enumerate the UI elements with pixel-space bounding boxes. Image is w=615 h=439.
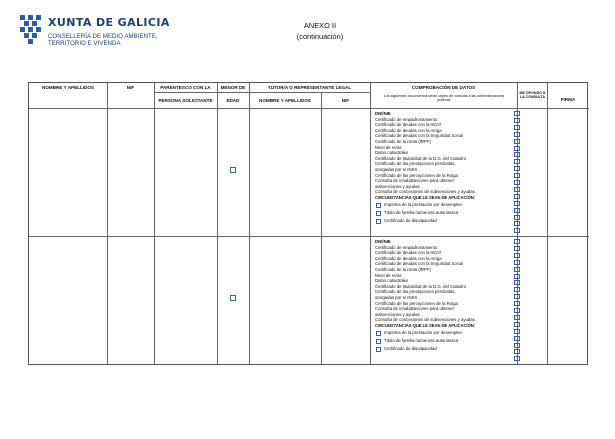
document-item: Certificado de deudas con la Seguridad Social [375, 261, 464, 267]
relation-cell[interactable] [156, 239, 215, 362]
oppose-checkbox[interactable] [514, 139, 520, 144]
nif-cell[interactable] [109, 111, 152, 234]
oppose-checkbox[interactable] [514, 152, 520, 157]
name-cell[interactable] [31, 111, 105, 234]
circumstance-item: Importes de la prestación por desempleo [384, 330, 462, 336]
signature-cell[interactable] [549, 111, 585, 234]
document-item: Certificado de deudas con la Atriga [375, 255, 442, 261]
document-item: Certificado de deudas con la Seguridad Social [375, 133, 464, 139]
document-item: Certificado de las percepciones de la Ringa [375, 172, 458, 178]
col-header-relation: PARENTESCO CON LA [160, 85, 211, 90]
oppose-checkbox[interactable] [514, 308, 520, 313]
tutor-name-cell[interactable] [251, 111, 319, 234]
annex-title: ANEXO II [303, 21, 337, 30]
document-item: Certificado de deudas con la AEAT [375, 122, 442, 128]
circumstance-checkbox[interactable] [376, 211, 381, 216]
col-header-signature: FIRMA [560, 97, 576, 102]
col-header-nif: NIF [126, 85, 135, 90]
oppose-checkbox[interactable] [514, 287, 520, 292]
document-item: subvenciones y ayudas [375, 183, 420, 189]
oppose-checkbox[interactable] [514, 294, 520, 299]
col-header-check-note: Los siguientes documentos serán objeto de consulta a las administraciones públicas [383, 94, 505, 103]
circumstance-item: Certificado de discapacidad [384, 218, 437, 224]
document-item: Consulta de concesiones de subvenciones y ayudas [375, 317, 475, 323]
circumstance-checkbox[interactable] [376, 339, 381, 344]
col-header-name: NOMBRE Y APELLIDOS [42, 85, 94, 90]
document-item: Consulta de concesiones de subvenciones y ayudas [375, 189, 475, 195]
tutor-name-cell[interactable] [251, 239, 319, 362]
document-item: Datos catastrales [375, 278, 409, 284]
document-item: Datos catastrales [375, 150, 409, 156]
document-item: otorgadas por el INSS [375, 167, 418, 172]
document-item: Certificado de titularidad de la D.G. del Catastro [375, 283, 467, 289]
document-item: Nivel de renta [375, 272, 402, 278]
document-item: Certificado de la renta (IRPF) [375, 139, 431, 144]
circumstance-checkbox[interactable] [376, 347, 381, 352]
oppose-checkbox[interactable] [514, 343, 520, 348]
oppose-checkbox[interactable] [514, 329, 520, 334]
oppose-checkbox[interactable] [514, 336, 520, 341]
oppose-checkbox[interactable] [514, 246, 520, 251]
department-name [48, 34, 158, 48]
col-header-minor-sub: EDAD [226, 98, 240, 103]
xunta-logo-icon [19, 14, 43, 46]
annex-heading [250, 20, 390, 42]
col-header-tutor-name: NOMBRE Y APELLIDOS [259, 98, 311, 103]
oppose-checkbox[interactable] [514, 146, 520, 151]
oppose-checkbox[interactable] [514, 166, 520, 171]
circumstances-heading: CIRCUNSTANCIAS QUE LE SEAN DE APLICACIÓN: [375, 195, 476, 200]
oppose-checkbox[interactable] [514, 349, 520, 354]
minor-checkbox[interactable] [230, 295, 236, 301]
nif-cell[interactable] [109, 239, 152, 362]
document-item: Certificado de las percepciones de la Ringa [375, 300, 458, 306]
oppose-checkbox[interactable] [514, 194, 520, 199]
document-item: Consulta de inhabilitaciones para obtener [375, 306, 455, 312]
oppose-checkbox[interactable] [514, 201, 520, 206]
oppose-checkbox[interactable] [514, 111, 520, 116]
document-item: DNI/NIE [375, 239, 391, 244]
oppose-checkbox[interactable] [514, 187, 520, 192]
document-item: Certificado de empadronamiento [375, 116, 438, 122]
col-header-minor: MENOR DE [220, 85, 246, 90]
tutor-nif-cell[interactable] [323, 111, 368, 234]
department-line: TERRITORIO E VIVENDA [48, 41, 121, 47]
col-header-oppose: ME OPONGO A LA CONSULTA [519, 91, 546, 100]
document-item: subvenciones y ayudas [375, 311, 420, 317]
col-header-relation-sub: PERSONA SOLICITANTE [158, 98, 213, 103]
oppose-checkbox[interactable] [514, 159, 520, 164]
document-item: Certificado de empadronamiento [375, 244, 438, 250]
circumstance-item: Importes de la prestación por desempleo [384, 202, 462, 208]
oppose-checkbox[interactable] [514, 301, 520, 306]
minor-checkbox[interactable] [230, 167, 236, 173]
signature-cell[interactable] [549, 239, 585, 362]
oppose-checkbox[interactable] [514, 228, 520, 233]
document-item: Certificado de la renta (IRPF) [375, 267, 431, 272]
document-item: DNI/NIE [375, 111, 391, 116]
oppose-checkbox[interactable] [514, 274, 520, 279]
oppose-checkbox[interactable] [514, 239, 520, 244]
beneficiaries-table [28, 82, 588, 365]
name-cell[interactable] [31, 239, 105, 362]
oppose-checkbox[interactable] [514, 118, 520, 123]
document-item: Nivel de renta [375, 144, 402, 150]
oppose-checkbox[interactable] [514, 260, 520, 265]
org-name: XUNTA DE GALICIA [48, 16, 170, 29]
circumstance-item: Certificado de discapacidad [384, 346, 437, 352]
col-header-tutor: TUTOR/A O REPRESENTANTE LEGAL [267, 85, 352, 90]
oppose-checkbox[interactable] [514, 280, 520, 285]
document-item: Certificado de titularidad de la D.G. del Catastro [375, 155, 467, 161]
document-item: Certificado de deudas con la AEAT [375, 250, 442, 256]
col-header-tutor-nif: NIF [341, 98, 350, 103]
document-item: Consulta de inhabilitaciones para obtener [375, 178, 455, 184]
oppose-checkbox[interactable] [514, 132, 520, 137]
circumstance-item: Título de familia numerosa autonómica [384, 338, 459, 344]
oppose-checkbox[interactable] [514, 180, 520, 185]
table-row [29, 109, 587, 236]
tutor-nif-cell[interactable] [323, 239, 368, 362]
document-item: Certificado de las prestaciones percibidas, [375, 289, 456, 295]
circumstance-checkbox[interactable] [376, 219, 381, 224]
circumstance-item: Título de familia numerosa autonómica [384, 210, 459, 216]
oppose-checkbox[interactable] [514, 267, 520, 272]
oppose-checkbox[interactable] [514, 315, 520, 320]
relation-cell[interactable] [156, 111, 215, 234]
oppose-checkbox[interactable] [514, 221, 520, 226]
annex-subtitle: (continuación) [296, 32, 344, 41]
table-row [29, 237, 587, 364]
oppose-checkbox[interactable] [514, 215, 520, 220]
circumstance-checkbox[interactable] [376, 331, 381, 336]
circumstance-checkbox[interactable] [376, 203, 381, 208]
oppose-checkbox[interactable] [514, 356, 520, 361]
document-item: otorgadas por el INSS [375, 295, 418, 300]
oppose-checkbox[interactable] [514, 208, 520, 213]
department-line: CONSELLERÍA DE MEDIO AMBIENTE, [48, 34, 158, 40]
oppose-checkbox[interactable] [514, 173, 520, 178]
col-header-check: COMPROBACIÓN DE DATOS [411, 85, 476, 90]
document-item: Certificado de deudas con la Atriga [375, 127, 442, 133]
oppose-checkbox[interactable] [514, 253, 520, 258]
circumstances-heading: CIRCUNSTANCIAS QUE LE SEAN DE APLICACIÓN: [375, 323, 476, 328]
document-item: Certificado de las prestaciones percibidas, [375, 161, 456, 167]
oppose-checkbox[interactable] [514, 322, 520, 327]
oppose-checkbox[interactable] [514, 125, 520, 130]
